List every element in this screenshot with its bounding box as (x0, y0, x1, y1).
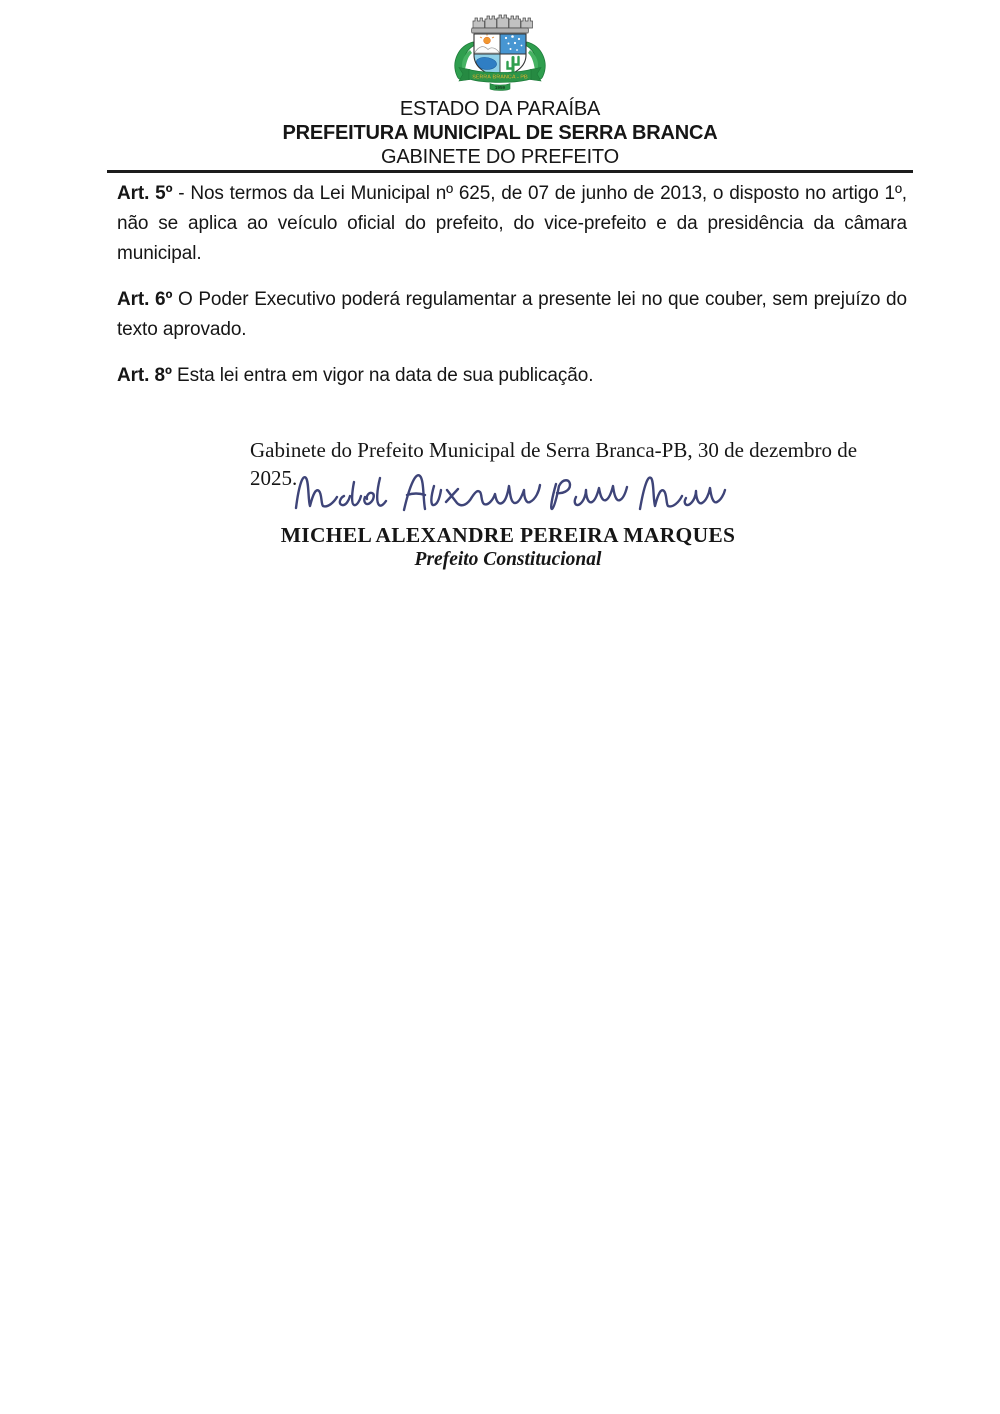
coat-of-arms-svg (440, 12, 560, 96)
header-divider-rule (107, 170, 913, 173)
municipal-coat-of-arms-icon (440, 12, 560, 96)
article-8-text: Esta lei entra em vigor na data de sua publicação. (171, 365, 594, 386)
letterhead-state: ESTADO DA PARAÍBA (399, 98, 601, 120)
article-6-text: O Poder Executivo poderá regulamentar a presente lei no que couber, sem prejuízo do texto aprovado. (117, 289, 907, 340)
article-8-label: Art. 8º (117, 365, 172, 386)
signatory-title: Prefeito Constitucional (414, 549, 602, 570)
article-5-text: - Nos termos da Lei Municipal nº 625, de 07 de junho de 2013, o disposto no artigo 1º, não se aplica ao veículo oficial do prefeito, do vice-prefeito e da presidência da câmara municipal. (117, 183, 907, 264)
signature-handwriting-icon (288, 464, 728, 522)
mural-crown (472, 15, 533, 33)
signature-block (0, 464, 1000, 571)
document-body (117, 179, 907, 492)
letterhead-municipality: PREFEITURA MUNICIPAL DE SERRA BRANCA (282, 122, 718, 144)
letterhead-office: GABINETE DO PREFEITO (381, 146, 619, 168)
article-5-label: Art. 5º (117, 183, 173, 204)
article-6-label: Art. 6º (117, 289, 173, 310)
crest-year: 1959 (494, 85, 506, 90)
letterhead (0, 97, 1000, 169)
crest-banner-text: SERRA BRANCA - PB (472, 74, 528, 81)
signatory-name: MICHEL ALEXANDRE PEREIRA MARQUES (280, 523, 736, 547)
article-8-paragraph (117, 361, 907, 391)
article-5-paragraph (117, 179, 907, 269)
dateline: Gabinete do Prefeito Municipal de Serra Branca-PB, 30 de dezembro de 2025. (250, 438, 858, 490)
article-6-paragraph (117, 285, 907, 345)
